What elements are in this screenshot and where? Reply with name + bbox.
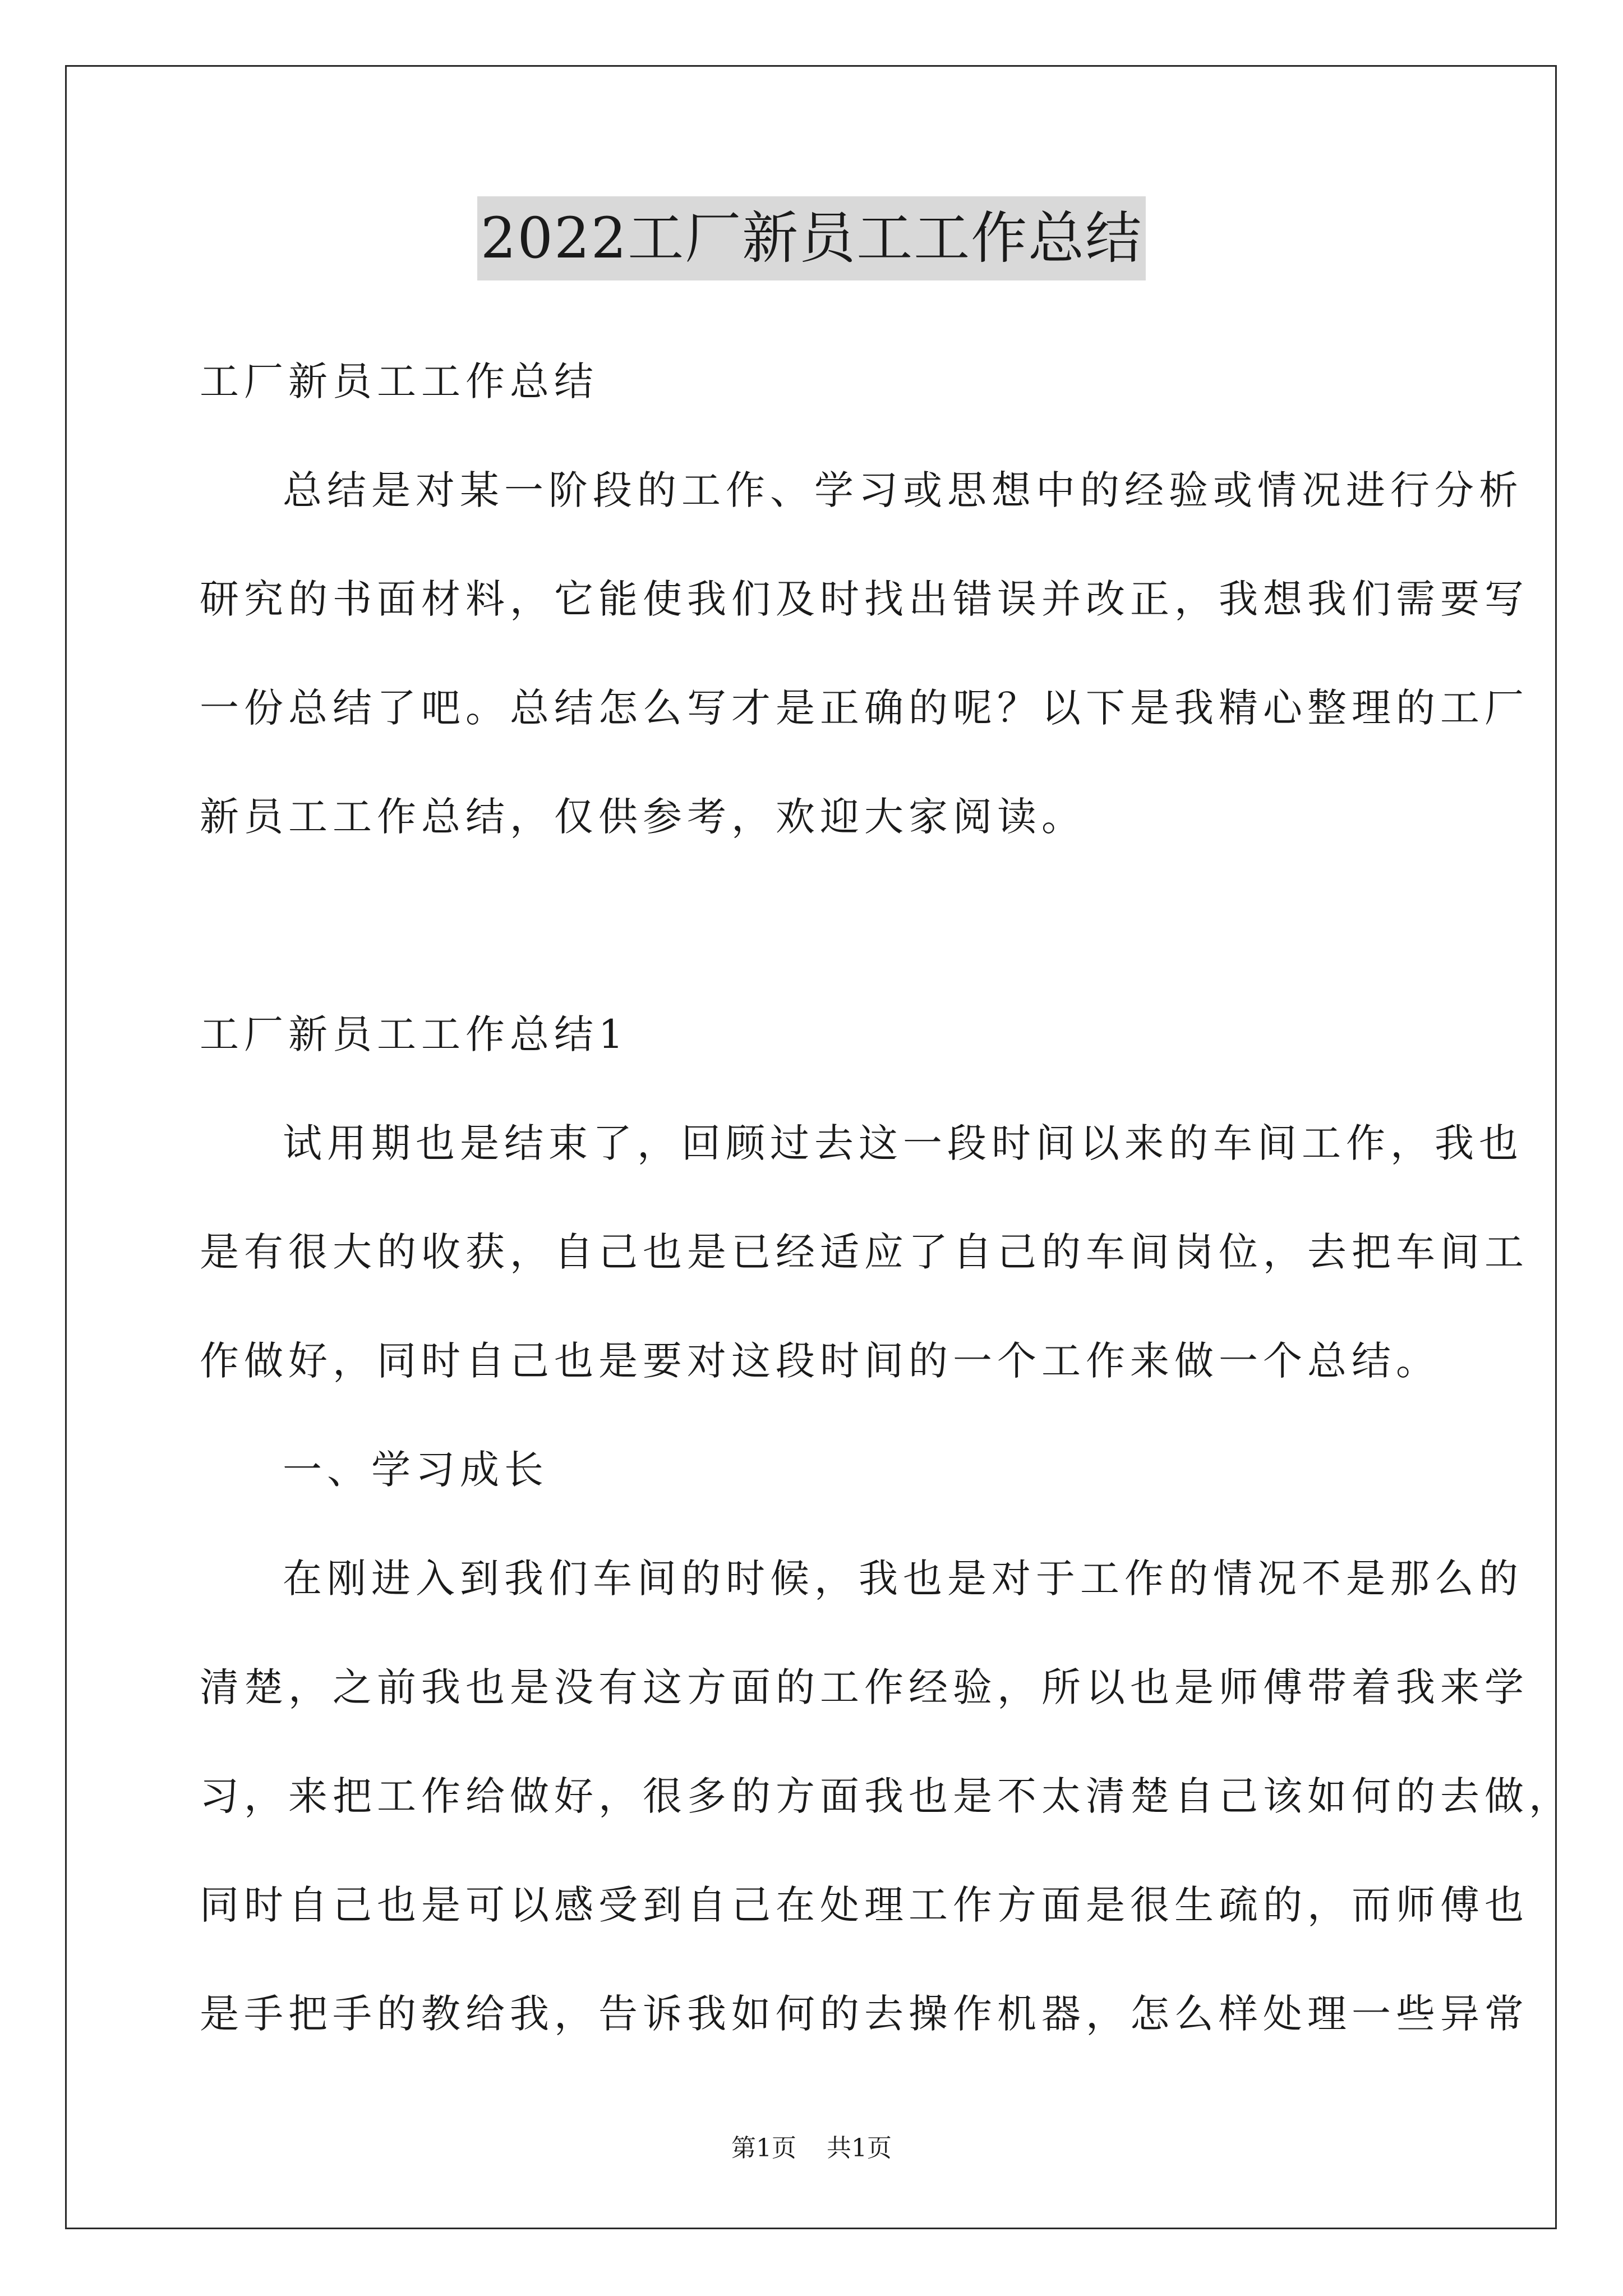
paragraph-line: 新员工工作总结，仅供参考，欢迎大家阅读。 [200,794,1086,840]
section-heading: 工厂新员工工作总结1 [200,1011,629,1057]
paragraph-line: 同时自己也是可以感受到自己在处理工作方面是很生疏的，而师傅也 [200,1882,1529,1928]
page-number-current: 第1页 [731,2134,796,2162]
paragraph-line: 一份总结了吧。总结怎么写才是正确的呢？以下是我精心整理的工厂 [200,685,1529,731]
paragraph-line: 试用期也是结束了，回顾过去这一段时间以来的车间工作，我也 [283,1120,1523,1166]
subtitle-line: 工厂新员工工作总结 [200,358,598,404]
paragraph-line: 总结是对某一阶段的工作、学习或思想中的经验或情况进行分析 [283,467,1523,513]
paragraph-line: 是有很大的收获，自己也是已经适应了自己的车间岗位，去把车间工 [200,1229,1529,1275]
paragraph-line: 是手把手的教给我，告诉我如何的去操作机器，怎么样处理一些异常 [200,1991,1529,2037]
paragraph-line: 清楚，之前我也是没有这方面的工作经验，所以也是师傅带着我来学 [200,1664,1529,1710]
paragraph-gap [200,892,1433,1001]
document-body [200,348,1573,2089]
paragraph-line: 研究的书面材料，它能使我们及时找出错误并改正，我想我们需要写 [200,576,1529,622]
document-title: 2022工厂新员工工作总结 [477,196,1146,280]
page-footer [0,2132,1623,2165]
page-number-total: 共1页 [827,2134,892,2162]
paragraph-line: 习，来把工作给做好，很多的方面我也是不太清楚自己该如何的去做， [200,1773,1573,1819]
paragraph-line: 在刚进入到我们车间的时候，我也是对于工作的情况不是那么的 [283,1556,1523,1602]
subsection-heading: 一、学习成长 [283,1447,548,1493]
title-container [0,196,1623,280]
paragraph-line: 作做好，同时自己也是要对这段时间的一个工作来做一个总结。 [200,1338,1440,1384]
